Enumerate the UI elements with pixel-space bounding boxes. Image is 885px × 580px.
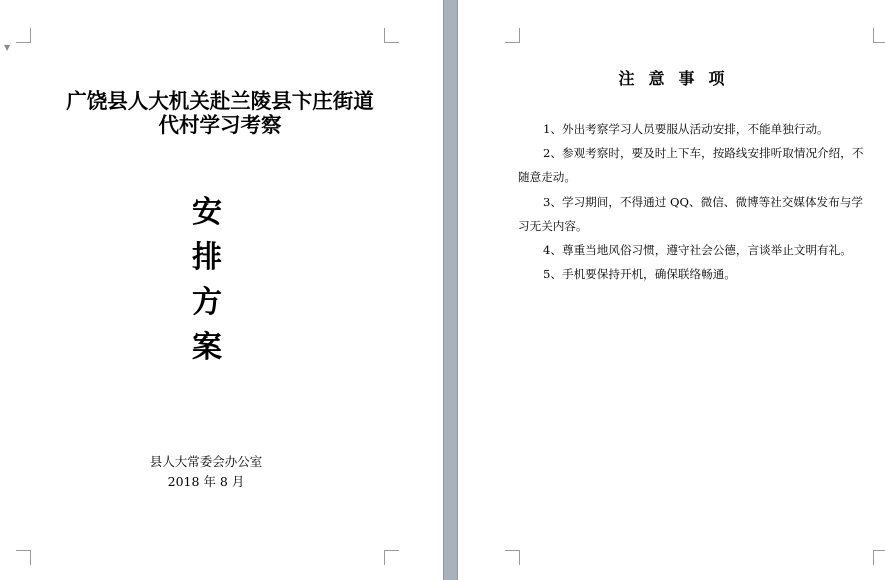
notice-item: 1、外出考察学习人员要服从活动安排，不能单独行动。	[543, 122, 829, 136]
collapse-arrow-icon[interactable]: ▼	[4, 43, 11, 52]
plan-heading-char: 排	[192, 240, 222, 275]
crop-mark-icon	[505, 550, 520, 565]
issuer-name: 县人大常委会办公室	[149, 454, 263, 469]
crop-mark-icon	[384, 550, 399, 565]
plan-heading-char: 安	[192, 195, 222, 230]
plan-heading	[182, 190, 232, 370]
notice-item: 2、参观考察时，要及时上下车，按路线安排听取情况介绍，不随意走动。	[518, 146, 864, 185]
crop-mark-icon	[384, 28, 399, 43]
notice-page	[458, 0, 885, 580]
issuer-block	[100, 452, 312, 492]
cover-title	[20, 89, 420, 137]
issue-date: 2018 年 8 月	[167, 474, 245, 489]
crop-mark-icon	[16, 550, 31, 565]
notice-item: 5、手机要保持开机，确保联络畅通。	[543, 267, 736, 282]
cover-title-line: 广饶县人大机关赴兰陵县卞庄街道	[66, 89, 374, 113]
plan-heading-char: 案	[192, 330, 222, 365]
notice-item: 3、学习期间，不得通过 QQ、微信、微博等社交媒体发布与学习无关内容。	[518, 194, 863, 233]
crop-mark-icon	[873, 28, 885, 43]
page-gutter	[443, 0, 458, 580]
cover-title-line: 代村学习考察	[158, 113, 282, 137]
plan-heading-char: 方	[192, 285, 222, 320]
crop-mark-icon	[16, 28, 31, 43]
notice-item: 4、尊重当地风俗习惯，遵守社会公德，言谈举止文明有礼。	[543, 243, 852, 258]
crop-mark-icon	[873, 550, 885, 565]
crop-mark-icon	[505, 28, 520, 43]
notice-title: 注意事项	[618, 69, 739, 88]
notice-list	[518, 117, 873, 286]
